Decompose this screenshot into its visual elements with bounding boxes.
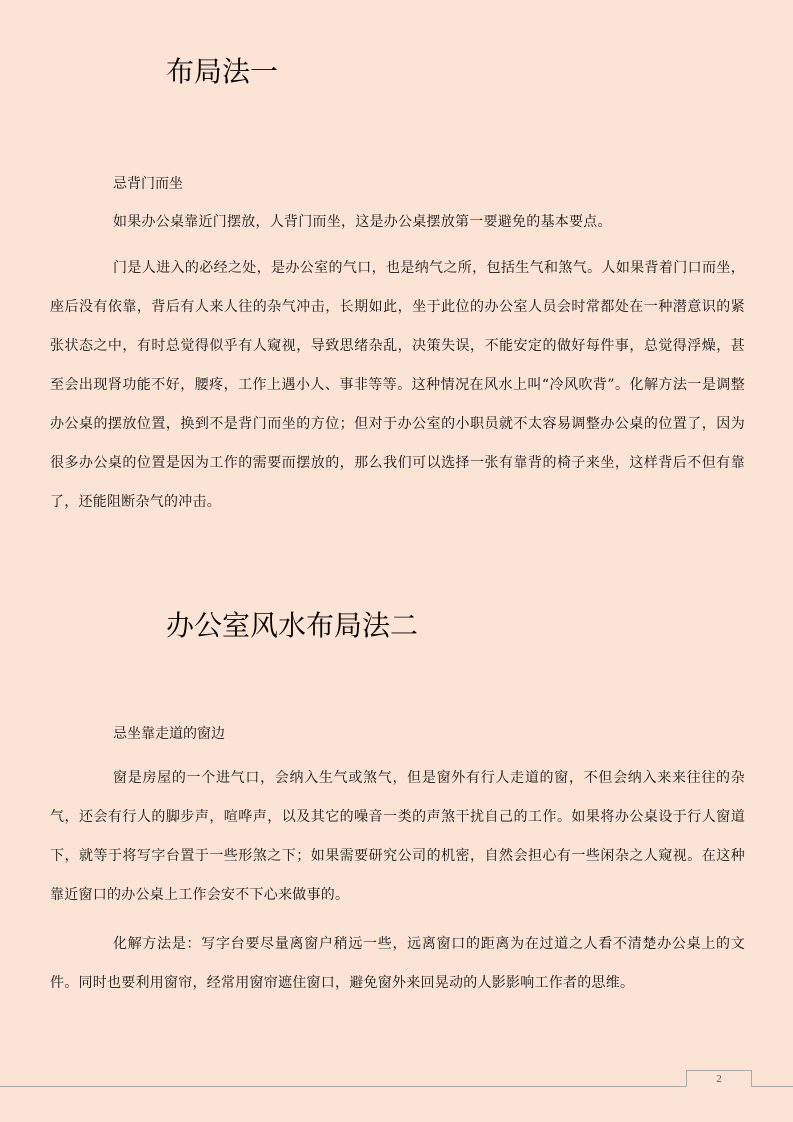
- section-2-paragraph-1: 窗是房屋的一个进气口，会纳入生气或煞气，但是窗外有行人走道的窗，不但会纳入来来往往的杂气，还会有行人的脚步声，喧哗声，以及其它的噪音一类的声煞干扰自己的工作。如果将办公桌设于行人窗道下，就等于将写字台置于一些形煞之下；如果需要研究公司的机密，自然会担心有一些闲杂之人窥视。在这种靠近窗口的办公桌上工作会安不下心来做事的。: [50, 770, 745, 903]
- footer-divider: [0, 1086, 793, 1087]
- section-2-heading: 办公室风水布局法二: [166, 609, 419, 642]
- section-2-paragraph-2: 化解方法是：写字台要尽量离窗户稍远一些，远离窗口的距离为在过道之人看不清楚办公桌上的文件。同时也要利用窗帘，经常用窗帘遮住窗口，避免窗外来回晃动的人影影响工作者的思维。: [50, 936, 745, 991]
- section-1-heading: 布局法一: [166, 55, 279, 88]
- section-1-paragraph-1: 如果办公桌靠近门摆放，人背门而坐，这是办公桌摆放第一要避免的基本要点。: [113, 214, 612, 230]
- section-2-subheading: 忌坐靠走道的窗边: [113, 726, 225, 742]
- page-number: 2: [686, 1070, 752, 1087]
- section-1-subheading: 忌背门而坐: [113, 176, 183, 192]
- section-1-paragraph-2: 门是人进入的必经之处，是办公室的气口，也是纳气之所，包括生气和煞气。人如果背着门口而坐，座后没有依靠，背后有人来人往的杂气冲击，长期如此，坐于此位的办公室人员会时常都处在一种潜意识的紧张状态之中，有时总觉得似乎有人窥视，导致思绪杂乱，决策失误，不能安定的做好每件事，总觉得浮燥，甚至会出现肾功能不好，腰疼，工作上遇小人、事非等等。这种情况在风水上叫“冷风吹背”。化解方法一是调整办公桌的摆放位置，换到不是背门而坐的方位；但对于办公室的小职员就不太容易调整办公桌的位置了，因为很多办公桌的位置是因为工作的需要而摆放的，那么我们可以选择一张有靠背的椅子来坐，这样背后不但有靠了，还能阻断杂气的冲击。: [50, 260, 745, 510]
